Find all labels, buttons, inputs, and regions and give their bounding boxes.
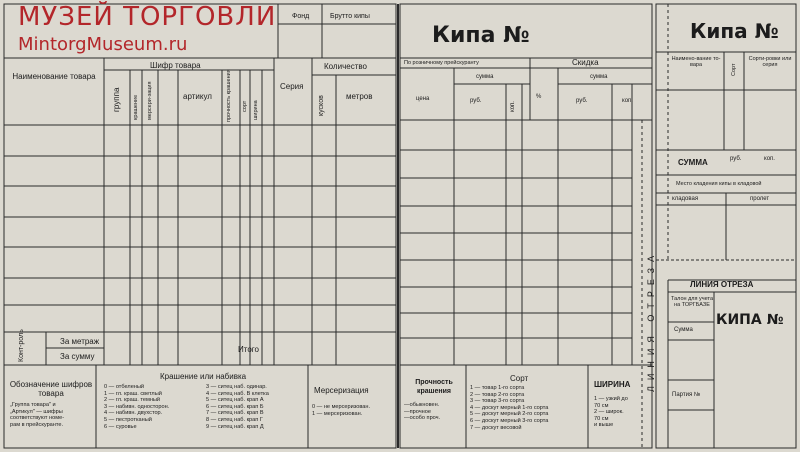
kraschenie-title: Крашение или набивка: [160, 372, 247, 381]
sort-list: 1 — товар 1-го сорта 2 — товар 2-го сорта 3 — товар 3-го сорта 4 — доскут мерный 1-го сорта 5 — доскут мерный 2-го сорта 6 — доскут мерный 3-го сорта 7 — доскут весовой: [470, 385, 549, 431]
right-summa2-label: Сумма: [674, 327, 693, 333]
kipa-title: Кипа №: [432, 23, 530, 48]
shifr-label: Шифр товара: [150, 61, 201, 70]
artikul-label: артикул: [183, 92, 212, 101]
prochnost-list: —обыкновен. —прочное —особо проч.: [404, 402, 441, 422]
seriya-label: Серия: [280, 82, 304, 91]
po-roznichnomu-label: По розничному прейскуранту: [404, 60, 479, 66]
rub-label-2: руб.: [576, 98, 588, 104]
mercer-title: Мерсеризация: [314, 386, 369, 395]
itogo-label: Итого: [238, 345, 259, 354]
right-kipa2-label: КИПА №: [716, 312, 784, 328]
kop-label-1: коп.: [510, 101, 516, 112]
oboznachenie-title: Обозначение шифров товара: [9, 380, 93, 398]
prochnost-title: Прочность крашения: [415, 379, 453, 395]
right-kop-label: коп.: [764, 156, 775, 162]
liniya-otreza-vertical: ЛИНИЯ ОТРЕЗА: [646, 249, 656, 392]
right-kipa-title: Кипа №: [690, 19, 779, 43]
right-liniya-otreza: ЛИНИЯ ОТРЕЗА: [690, 280, 754, 289]
right-mesto-label: Место кладения кипы в кладовой: [676, 181, 762, 187]
naimenovanie-label: Наименование товара: [12, 72, 96, 81]
brutto-label: Брутто кипы: [330, 13, 370, 20]
percent-label: %: [536, 94, 542, 100]
fond-label: Фонд: [292, 13, 310, 20]
gruppa-label: группа: [112, 87, 121, 112]
oboznachenie-note: „Группа товара" и „Артикул" — шифры соответствуют номе- рам в прейскуранте.: [10, 402, 65, 428]
right-sortirovka-label: Сорти-ровки или серия: [748, 56, 792, 69]
shirina-col-label: ширина: [253, 100, 259, 120]
kolichestvo-label: Количество: [324, 62, 367, 71]
rub-label-1: руб.: [470, 98, 482, 104]
summa-label-2: сумма: [590, 74, 608, 80]
right-rub-label: руб.: [730, 156, 742, 162]
kraschenie-list-1: 0 — отбеленый 1 — гл. краш. светлый 2 — гл. краш. темный 3 — набивн. односторон. 4 — набивн. двухстор. 5 — пестротканый 6 — суровье: [104, 384, 170, 430]
museum-watermark-title: МУЗЕЙ ТОРГОВЛИ: [18, 2, 277, 32]
kuskov-label: кусков: [318, 95, 325, 116]
kraschenie-list-2: 3 — ситец наб. одинар. 4 — ситец наб. В клетка 5 — ситец наб. крап А 6 — ситец наб. крап Б 7 — ситец наб. крап В 8 — ситец наб. крап Г 9 — ситец наб. крап Д: [206, 384, 269, 430]
mercer-label: мерсери-зация: [147, 81, 153, 120]
right-prolet-label: пролет: [750, 196, 770, 202]
shirina-list: 1 — узкий до 70 см 2 — широк. 70 см и выше: [594, 396, 628, 429]
right-partiya-label: Партия №: [672, 392, 701, 398]
cena-label: цена: [416, 96, 430, 102]
right-summa-label: СУММА: [678, 158, 708, 167]
za-metrazh-label: За метраж: [60, 337, 100, 346]
right-talon-label: Талон для учета на ТОРГБАЗЕ: [671, 296, 713, 309]
kop-label-2: коп.: [622, 98, 633, 104]
shirina-title: ШИРИНА: [594, 380, 631, 389]
sort-col-label: сорт: [242, 100, 248, 112]
museum-watermark-url: MintorgMuseum.ru: [18, 34, 188, 55]
mercer-list: 0 — не мерсеризован. 1 — мерсеризован.: [312, 404, 371, 417]
right-naimenovanie-label: Наимено-вание то-вара: [671, 56, 721, 69]
prochnost-label: прочность крашения: [226, 69, 232, 122]
za-summu-label: За сумму: [60, 352, 95, 361]
kraschenie-label: крашение: [133, 94, 139, 120]
skidka-label: Скидка: [572, 58, 599, 67]
summa-label-1: сумма: [476, 74, 494, 80]
sort-title: Сорт: [510, 374, 529, 383]
right-sort-label: Сорт: [731, 63, 737, 76]
metrov-label: метров: [346, 92, 373, 101]
kontrol-label: Конт-роль: [18, 329, 25, 362]
right-kladovaya-label: кладовая: [672, 196, 699, 202]
